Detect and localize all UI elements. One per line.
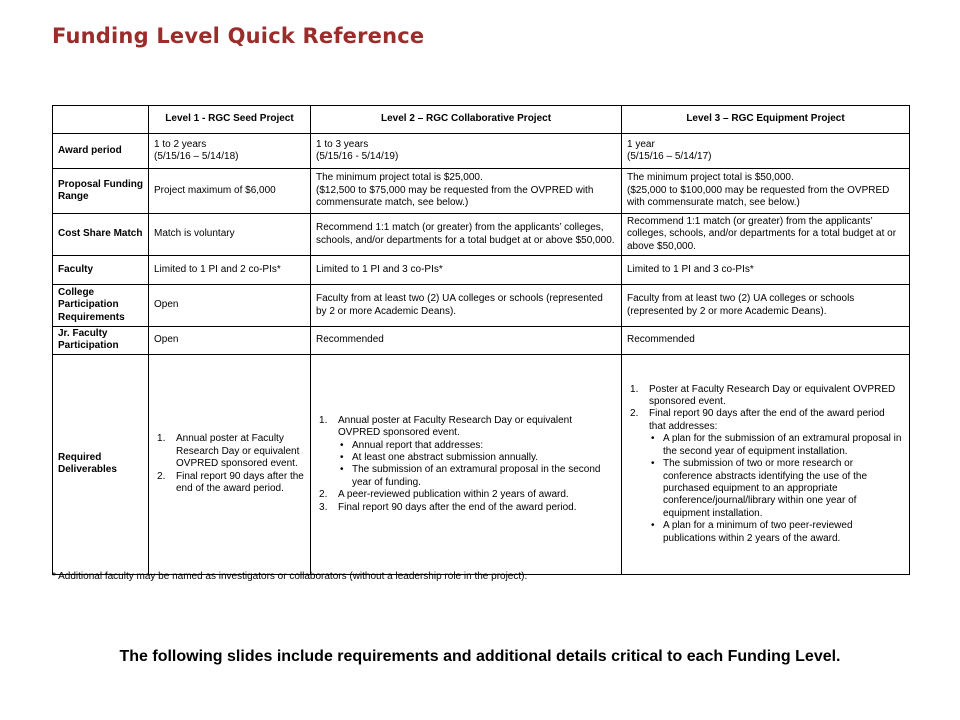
bullet-item: • A plan for a minimum of two peer-reviewed publications within 2 years of the award. — [649, 520, 904, 545]
cell-level-2 — [311, 134, 622, 169]
cell-level-2 — [311, 169, 622, 214]
table-row-proposal-funding — [53, 169, 910, 214]
header-level-1: Level 1 - RGC Seed Project — [149, 106, 311, 134]
bottom-note: The following slides include requirements and additional details critical to each Funding Level. — [119, 648, 841, 665]
cell-line: ($25,000 to $100,000 may be requested from the OVPRED with commensurate match, see below.) — [627, 184, 890, 209]
cell-line: (5/15/16 – 5/14/17) — [627, 151, 712, 162]
cell-line: ($12,500 to $75,000 may be requested from the OVPRED with commensurate match, see below.) — [316, 184, 594, 209]
cell-line: 1 to 3 years — [316, 138, 369, 150]
cell-level-3: Recommend 1:1 match (or greater) from the applicants’ colleges, schools, and/or departments for a total budget at or above $50,000. — [622, 214, 910, 256]
deliverables-list — [154, 433, 305, 495]
cell-level-2: Limited to 1 PI and 3 co-PIs* — [311, 256, 622, 285]
cell-line: The minimum project total is $25,000. — [316, 172, 483, 184]
row-label: Required Deliverables — [53, 354, 149, 574]
row-label: Proposal Funding Range — [53, 169, 149, 214]
cell-level-2: Faculty from at least two (2) UA colleges or schools (represented by 2 or more Academic Deans). — [311, 285, 622, 327]
sub-bullet-list — [649, 433, 904, 545]
header-level-2: Level 2 – RGC Collaborative Project — [311, 106, 622, 134]
list-item: A peer-reviewed publication within 2 years of award. — [338, 489, 569, 501]
cell-level-1: Match is voluntary — [149, 214, 311, 256]
cell-level-2 — [311, 354, 622, 574]
cell-level-1: Project maximum of $6,000 — [149, 169, 311, 214]
row-label: Faculty — [53, 256, 149, 285]
header-empty — [53, 106, 149, 134]
row-label: Cost Share Match — [53, 214, 149, 256]
cell-level-3 — [622, 134, 910, 169]
bullet-item: • The submission of two or more research or conference abstracts identifying the use of the purchased equipment to an appropriate conference/journal/library within one year of equipment installation. — [649, 458, 904, 520]
row-label: Award period — [53, 134, 149, 169]
cell-level-1: Limited to 1 PI and 2 co-PIs* — [149, 256, 311, 285]
list-item: Poster at Faculty Research Day or equivalent OVPRED sponsored event. — [649, 383, 896, 408]
list-item: Final report 90 days after the end of the award period. — [176, 470, 304, 494]
cell-level-3: Faculty from at least two (2) UA colleges or schools (represented by 2 or more Academic Deans). — [622, 285, 910, 327]
table-row-award-period — [53, 134, 910, 169]
list-item-text: Annual poster at Faculty Research Day or equivalent OVPRED sponsored event. — [338, 414, 573, 439]
table-row-faculty — [53, 256, 910, 285]
bullet-item: • The submission of an extramural proposal in the second year of funding. — [338, 464, 616, 489]
table-header-row — [53, 106, 910, 134]
header-level-3: Level 3 – RGC Equipment Project — [622, 106, 910, 134]
cell-level-2: Recommend 1:1 match (or greater) from the applicants’ colleges, schools, and/or departments for a total budget at or above $50,000. — [311, 214, 622, 256]
list-item-text: Final report 90 days after the end of the award period that addresses: — [649, 408, 885, 432]
cell-line: The minimum project total is $50,000. — [627, 172, 794, 184]
deliverables-list — [627, 384, 904, 545]
cell-line: 1 year — [627, 138, 655, 150]
list-item — [627, 408, 904, 544]
cell-level-1: Open — [149, 285, 311, 327]
footnote: * Additional faculty may be named as investigators or collaborators (without a leadership role in the project). — [52, 571, 528, 582]
row-label: College Participation Requirements — [53, 285, 149, 327]
bullet-item: • Annual report that addresses: — [338, 440, 616, 452]
page-title: Funding Level Quick Reference — [52, 24, 425, 48]
cell-level-3: Limited to 1 PI and 3 co-PIs* — [622, 256, 910, 285]
row-label: Jr. Faculty Participation — [53, 327, 149, 355]
cell-line: (5/15/16 – 5/14/18) — [154, 151, 239, 162]
cell-level-1: Open — [149, 327, 311, 355]
table-row-deliverables — [53, 354, 910, 574]
list-item: Annual poster at Faculty Research Day or equivalent OVPRED sponsored event. — [176, 433, 300, 470]
cell-level-3 — [622, 354, 910, 574]
cell-level-1 — [149, 354, 311, 574]
table-row-cost-share — [53, 214, 910, 256]
cell-level-3: Recommended — [622, 327, 910, 355]
bullet-item: • At least one abstract submission annually. — [338, 452, 616, 464]
funding-level-table — [52, 105, 910, 575]
cell-line: 1 to 2 years — [154, 138, 207, 150]
bullet-item: • A plan for the submission of an extramural proposal in the second year of equipment installation. — [649, 433, 904, 458]
sub-bullet-list — [338, 440, 616, 490]
cell-line: (5/15/16 - 5/14/19) — [316, 151, 399, 162]
cell-level-1 — [149, 134, 311, 169]
funding-table-container — [52, 105, 909, 575]
deliverables-list — [316, 415, 616, 514]
cell-level-2: Recommended — [311, 327, 622, 355]
cell-level-3 — [622, 169, 910, 214]
table-row-college-participation — [53, 285, 910, 327]
table-row-jr-faculty — [53, 327, 910, 355]
list-item — [316, 415, 616, 489]
list-item: Final report 90 days after the end of the award period. — [338, 501, 577, 513]
